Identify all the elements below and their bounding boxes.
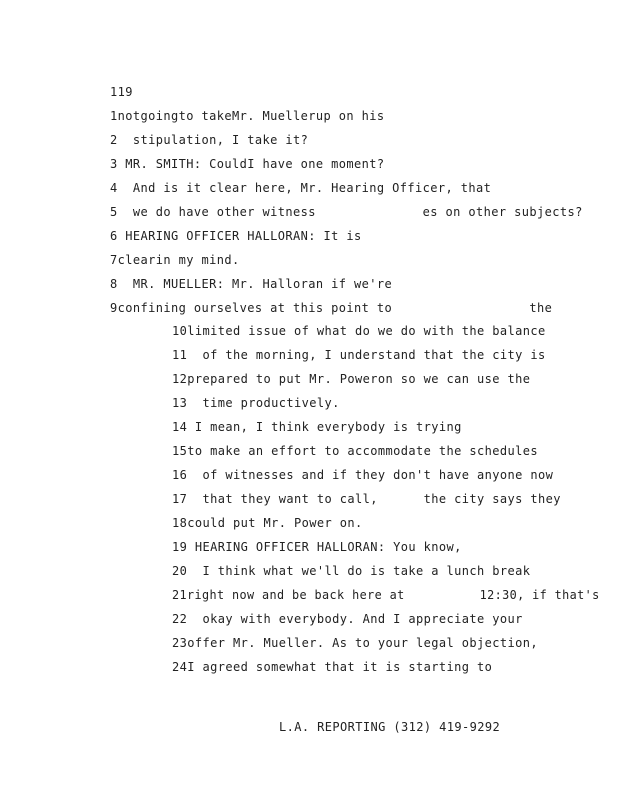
transcript-line: 23offer Mr. Mueller. As to your legal objection,	[172, 636, 538, 650]
transcript-line: 1notgoingto takeMr. Muellerup on his	[110, 109, 385, 123]
page-number: 119	[110, 85, 133, 99]
transcript-line: 20 I think what we'll do is take a lunch break	[172, 564, 531, 578]
transcript-line: 15to make an effort to accommodate the schedules	[172, 444, 538, 458]
transcript-line: 21right now and be back here at 12:30, if that's	[172, 588, 600, 602]
transcript-line: 12prepared to put Mr. Poweron so we can use the	[172, 372, 531, 386]
transcript-line: 24I agreed somewhat that it is starting to	[172, 660, 493, 674]
transcript-line: 10limited issue of what do we do with the balance	[172, 324, 546, 338]
transcript-line: 22 okay with everybody. And I appreciate your	[172, 612, 523, 626]
transcript-line: 14 I mean, I think everybody is trying	[172, 420, 462, 434]
transcript-line: 16 of witnesses and if they don't have anyone now	[172, 468, 554, 482]
transcript-line: 17 that they want to call, the city says they	[172, 492, 561, 506]
transcript-line: 4 And is it clear here, Mr. Hearing Officer, that	[110, 181, 492, 195]
transcript-line: 19 HEARING OFFICER HALLORAN: You know,	[172, 540, 462, 554]
transcript-line: 5 we do have other witness es on other subjects?	[110, 205, 583, 219]
transcript-line: 3 MR. SMITH: CouldI have one moment?	[110, 157, 385, 171]
transcript-line: 18could put Mr. Power on.	[172, 516, 363, 530]
transcript-line: 7clearin my mind.	[110, 253, 240, 267]
transcript-line: 6 HEARING OFFICER HALLORAN: It is	[110, 229, 362, 243]
transcript-line: 13 time productively.	[172, 396, 340, 410]
transcript-line: 8 MR. MUELLER: Mr. Halloran if we're	[110, 277, 393, 291]
transcript-line: 11 of the morning, I understand that the city is	[172, 348, 546, 362]
page-footer: L.A. REPORTING (312) 419-9292	[279, 720, 501, 734]
transcript-line: 9confining ourselves at this point to the	[110, 301, 553, 315]
transcript-line: 2 stipulation, I take it?	[110, 133, 309, 147]
